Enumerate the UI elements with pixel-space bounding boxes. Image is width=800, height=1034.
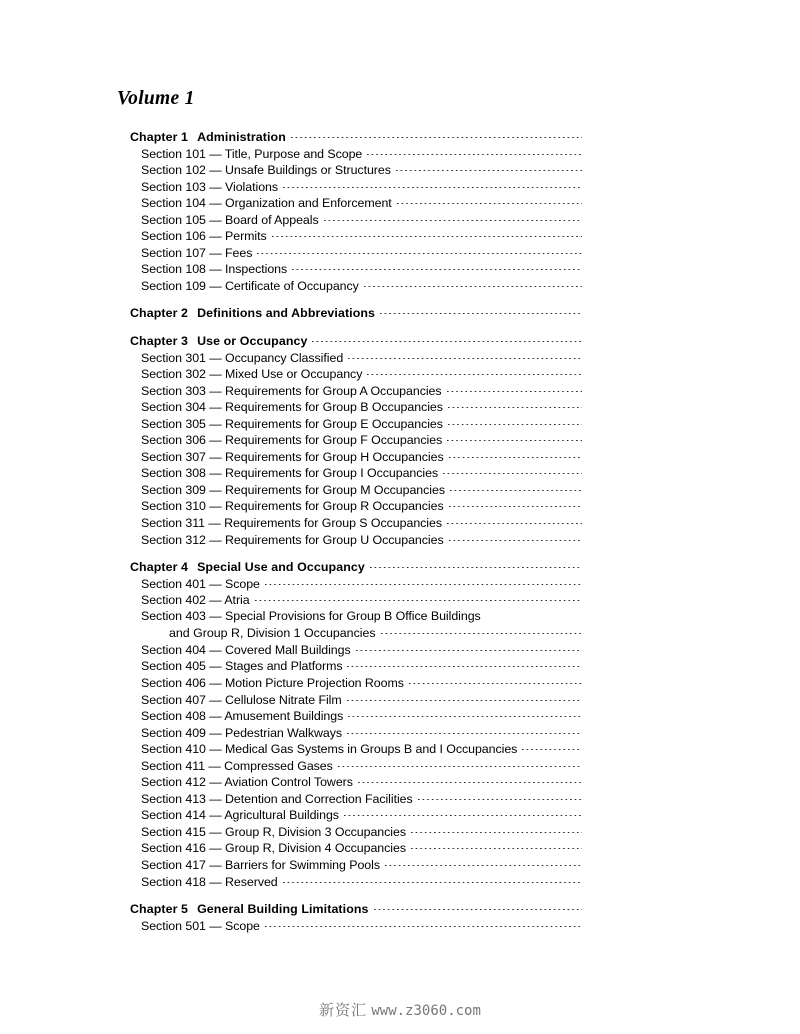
dot-leader (448, 399, 582, 411)
section-label: Section 310 — Requirements for Group R Occupancies (141, 499, 444, 514)
section-entry[interactable] (141, 791, 582, 808)
section-label: Section 107 — Fees (141, 245, 253, 260)
dot-leader (265, 918, 582, 930)
dot-leader (443, 465, 582, 477)
section-label: Section 416 — Group R, Division 4 Occupancies (141, 841, 406, 856)
section-label: Section 301 — Occupancy Classified (141, 350, 344, 365)
section-label: Section 407 — Cellulose Nitrate Film (141, 692, 342, 707)
section-entry[interactable] (141, 576, 582, 593)
section-label: Section 312 — Requirements for Group U Occupancies (141, 532, 444, 547)
chapter-heading[interactable] (130, 129, 582, 146)
dot-leader (522, 741, 582, 753)
section-label: Section 306 — Requirements for Group F Occupancies (141, 433, 443, 448)
table-of-contents (130, 129, 582, 934)
section-label: Section 401 — Scope (141, 576, 260, 591)
section-label: Section 408 — Amusement Buildings (141, 709, 344, 724)
dot-leader (255, 592, 582, 604)
section-label: Section 101 — Title, Purpose and Scope (141, 146, 363, 161)
section-entry[interactable] (141, 675, 582, 692)
section-label: Section 308 — Requirements for Group I Occupancies (141, 466, 439, 481)
dot-leader (448, 416, 582, 428)
section-entry[interactable] (141, 179, 582, 196)
section-label: Section 410 — Medical Gas Systems in Groups B and I Occupancies (141, 742, 518, 757)
chapter-number: Chapter 3 (130, 334, 189, 349)
dot-leader (344, 807, 582, 819)
dot-leader (397, 195, 582, 207)
section-entry[interactable] (141, 350, 582, 367)
chapter-number: Chapter 4 (130, 560, 189, 575)
dot-leader (291, 129, 582, 141)
dot-leader (347, 658, 582, 670)
section-entry[interactable] (141, 824, 582, 841)
dot-leader (367, 366, 582, 378)
section-entry[interactable] (141, 918, 582, 935)
section-label: Section 403 — Special Provisions for Group B Office Buildings (141, 608, 481, 623)
section-label: Section 109 — Certificate of Occupancy (141, 278, 359, 293)
dot-leader (358, 774, 582, 786)
section-label-continued: and Group R, Division 1 Occupancies (169, 626, 376, 641)
dot-leader (450, 482, 582, 494)
dot-leader (347, 725, 582, 737)
section-entry[interactable] (141, 515, 582, 532)
dot-leader (449, 532, 582, 544)
section-label: Section 304 — Requirements for Group B Occupancies (141, 400, 443, 415)
dot-leader (324, 212, 582, 224)
chapter-title: General Building Limitations (197, 902, 369, 917)
section-entry[interactable] (141, 874, 582, 891)
chapter-block (130, 559, 582, 890)
section-entry[interactable] (141, 807, 582, 824)
chapter-block (130, 901, 582, 934)
section-entry[interactable] (141, 366, 582, 383)
chapter-title: Use or Occupancy (197, 334, 308, 349)
dot-leader (348, 350, 582, 362)
section-entry[interactable] (141, 758, 582, 775)
section-label: Section 411 — Compressed Gases (141, 758, 333, 773)
section-entry[interactable] (141, 416, 582, 433)
dot-leader (356, 642, 582, 654)
dot-leader (381, 625, 582, 637)
section-label: Section 415 — Group R, Division 3 Occupancies (141, 824, 406, 839)
footer-site-name: 新资汇 (319, 1001, 368, 1019)
section-entry[interactable] (141, 498, 582, 515)
section-label: Section 501 — Scope (141, 918, 260, 933)
section-entry[interactable] (141, 532, 582, 549)
section-entry[interactable] (141, 228, 582, 245)
chapter-title: Definitions and Abbreviations (197, 306, 376, 321)
section-label: Section 414 — Agricultural Buildings (141, 808, 339, 823)
section-label: Section 108 — Inspections (141, 262, 288, 277)
section-entry[interactable] (141, 592, 582, 609)
section-entry[interactable] (141, 212, 582, 229)
section-label: Section 102 — Unsafe Buildings or Structures (141, 163, 391, 178)
dot-leader (449, 498, 582, 510)
dot-leader (418, 791, 582, 803)
dot-leader (292, 261, 582, 273)
section-entry[interactable] (141, 708, 582, 725)
section-entry[interactable] (141, 195, 582, 212)
section-label: Section 303 — Requirements for Group A Occupancies (141, 383, 442, 398)
dot-leader (348, 708, 582, 720)
section-label: Section 104 — Organization and Enforcement (141, 196, 392, 211)
dot-leader (257, 245, 582, 257)
chapter-number: Chapter 5 (130, 902, 189, 917)
chapter-heading[interactable] (130, 305, 582, 322)
section-label: Section 417 — Barriers for Swimming Pools (141, 857, 380, 872)
chapter-block (130, 129, 582, 294)
section-label: Section 309 — Requirements for Group M Occupancies (141, 482, 445, 497)
section-label: Section 103 — Violations (141, 179, 279, 194)
footer-url: www.z3060.com (371, 1003, 481, 1019)
dot-leader (385, 857, 582, 869)
chapter-number: Chapter 1 (130, 130, 189, 144)
chapter-number: Chapter 2 (130, 306, 189, 321)
dot-leader (411, 840, 582, 852)
section-entry[interactable] (141, 692, 582, 709)
section-entry-continuation[interactable] (141, 625, 582, 642)
section-entry[interactable] (141, 741, 582, 758)
footer-watermark (0, 999, 800, 1020)
dot-leader (272, 228, 582, 240)
section-entry[interactable] (141, 449, 582, 466)
dot-leader (449, 449, 582, 461)
dot-leader (312, 333, 582, 345)
section-label: Section 409 — Pedestrian Walkways (141, 725, 343, 740)
section-label: Section 305 — Requirements for Group E Occupancies (141, 416, 443, 431)
dot-leader (370, 559, 582, 571)
dot-leader (364, 278, 582, 290)
section-label: Section 307 — Requirements for Group H Occupancies (141, 449, 444, 464)
section-entry[interactable] (141, 774, 582, 791)
dot-leader (283, 874, 582, 886)
page-title: Volume 1 (117, 88, 195, 109)
section-label: Section 311 — Requirements for Group S Occupancies (141, 516, 442, 531)
section-entry[interactable] (141, 482, 582, 499)
section-entry[interactable] (141, 857, 582, 874)
dot-leader (367, 146, 582, 158)
section-label: Section 405 — Stages and Platforms (141, 659, 343, 674)
section-entry[interactable] (141, 162, 582, 179)
dot-leader (396, 162, 582, 174)
section-label: Section 412 — Aviation Control Towers (141, 775, 353, 790)
section-label: Section 413 — Detention and Correction Facilities (141, 791, 413, 806)
chapter-block (130, 333, 582, 548)
chapter-title: Special Use and Occupancy (197, 560, 365, 575)
dot-leader (447, 515, 582, 527)
section-label: Section 418 — Reserved (141, 874, 278, 889)
section-label: Section 404 — Covered Mall Buildings (141, 642, 351, 657)
section-entry[interactable] (141, 245, 582, 262)
chapter-heading[interactable] (130, 559, 582, 576)
dot-leader (409, 675, 582, 687)
section-entry[interactable] (141, 609, 582, 626)
section-entry[interactable] (141, 658, 582, 675)
chapter-title: Administration (197, 130, 286, 144)
dot-leader (447, 432, 582, 444)
section-entry[interactable] (141, 146, 582, 163)
section-entry[interactable] (141, 432, 582, 449)
section-label: Section 406 — Motion Picture Projection Rooms (141, 675, 404, 690)
chapter-heading[interactable] (130, 901, 582, 918)
dot-leader (283, 179, 582, 191)
section-entry[interactable] (141, 261, 582, 278)
section-label: Section 105 — Board of Appeals (141, 212, 319, 227)
dot-leader (347, 692, 582, 704)
section-label: Section 302 — Mixed Use or Occupancy (141, 367, 363, 382)
section-entry[interactable] (141, 840, 582, 857)
dot-leader (265, 576, 582, 588)
section-entry[interactable] (141, 465, 582, 482)
section-entry[interactable] (141, 383, 582, 400)
section-label: Section 106 — Permits (141, 229, 267, 244)
section-entry[interactable] (141, 642, 582, 659)
dot-leader (411, 824, 582, 836)
dot-leader (447, 383, 582, 395)
chapter-block (130, 305, 582, 322)
dot-leader (374, 901, 582, 913)
section-entry[interactable] (141, 399, 582, 416)
dot-leader (338, 758, 582, 770)
dot-leader (380, 305, 582, 317)
chapter-heading[interactable] (130, 333, 582, 350)
section-label: Section 402 — Atria (141, 593, 250, 608)
section-entry[interactable] (141, 725, 582, 742)
section-entry[interactable] (141, 278, 582, 295)
